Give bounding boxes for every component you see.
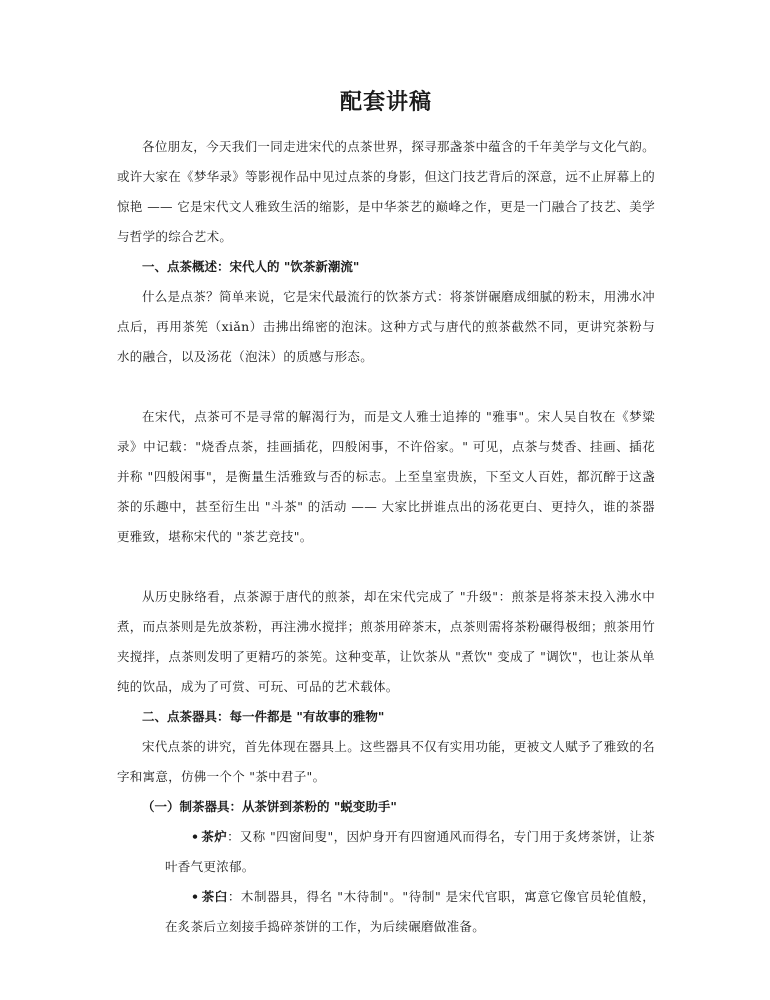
- list-item-term: 茶炉: [201, 829, 228, 844]
- overview-paragraph-2: 在宋代，点茶可不是寻常的解渴行为，而是文人雅士追捧的 "雅事"。宋人吴自牧在《梦粱录》中记载："烧香点茶，挂画插花，四般闲事，不许俗家。" 可见，点茶与焚香、挂画、插花并称 "四般闲事"，是衡量生活雅致与否的标志。上至皇室贵族，下至文人百姓，都沉醉于这盏茶的乐趣中，甚至衍生出 "斗茶" 的活动 —— 大家比拼谁点出的汤花更白、更持久，谁的茶器更雅致，堪称宋代的 "茶艺竞技"。: [117, 409, 655, 544]
- overview-paragraph-1: 什么是点茶？简单来说，它是宋代最流行的饮茶方式：将茶饼碾磨成细腻的粉末，用沸水冲点后，再用茶筅（xiǎn）击拂出绵密的泡沫。这种方式与唐代的煎茶截然不同，更讲究茶粉与水的融合，以及汤花（泡沫）的质感与形态。: [117, 289, 655, 364]
- list-item-text: ：又称 "四窗间叟"，因炉身开有四窗通风而得名，专门用于炙烤茶饼，让茶叶香气更浓郁。: [165, 829, 655, 874]
- paragraph-spacer: [117, 372, 655, 402]
- list-item-tea-mortar: [117, 882, 655, 942]
- bullet-icon: •: [191, 829, 200, 844]
- document-page: [117, 88, 655, 942]
- list-item-term: 茶臼: [201, 889, 228, 904]
- list-item-text: ：木制器具，得名 "木待制"。"待制" 是宋代官职，寓意它像官员轮值般，在炙茶后立刻接手捣碎茶饼的工作，为后续碾磨做准备。: [165, 889, 655, 934]
- bullet-icon: •: [191, 889, 200, 904]
- section-heading-overview: 一、点茶概述：宋代人的 "饮茶新潮流": [142, 259, 360, 274]
- page-title: 配套讲稿: [339, 89, 432, 115]
- utensils-paragraph-1: 宋代点茶的讲究，首先体现在器具上。这些器具不仅有实用功能，更被文人赋予了雅致的名字和寓意，仿佛一个个 "茶中君子"。: [117, 739, 655, 784]
- paragraph-spacer: [117, 552, 655, 582]
- section-heading-utensils: 二、点茶器具：每一件都是 "有故事的雅物": [142, 709, 385, 724]
- intro-paragraph: 各位朋友，今天我们一同走进宋代的点茶世界，探寻那盏茶中蕴含的千年美学与文化气韵。或许大家在《梦华录》等影视作品中见过点茶的身影，但这门技艺背后的深意，远不止屏幕上的惊艳 —— 它是宋代文人雅致生活的缩影，是中华茶艺的巅峰之作，更是一门融合了技艺、美学与哲学的综合艺术。: [117, 139, 655, 244]
- list-item-tea-stove: [117, 822, 655, 882]
- subsection-heading-tea-making-tools: （一）制茶器具：从茶饼到茶粉的 "蜕变助手": [142, 799, 397, 814]
- overview-paragraph-3: 从历史脉络看，点茶源于唐代的煎茶，却在宋代完成了 "升级"：煎茶是将茶末投入沸水中煮，而点茶则是先放茶粉，再注沸水搅拌；煎茶用碎茶末，点茶则需将茶粉碾得极细；煎茶用竹夹搅拌，点茶则发明了更精巧的茶筅。这种变革，让饮茶从 "煮饮" 变成了 "调饮"，也让茶从单纯的饮品，成为了可赏、可玩、可品的艺术载体。: [117, 589, 655, 694]
